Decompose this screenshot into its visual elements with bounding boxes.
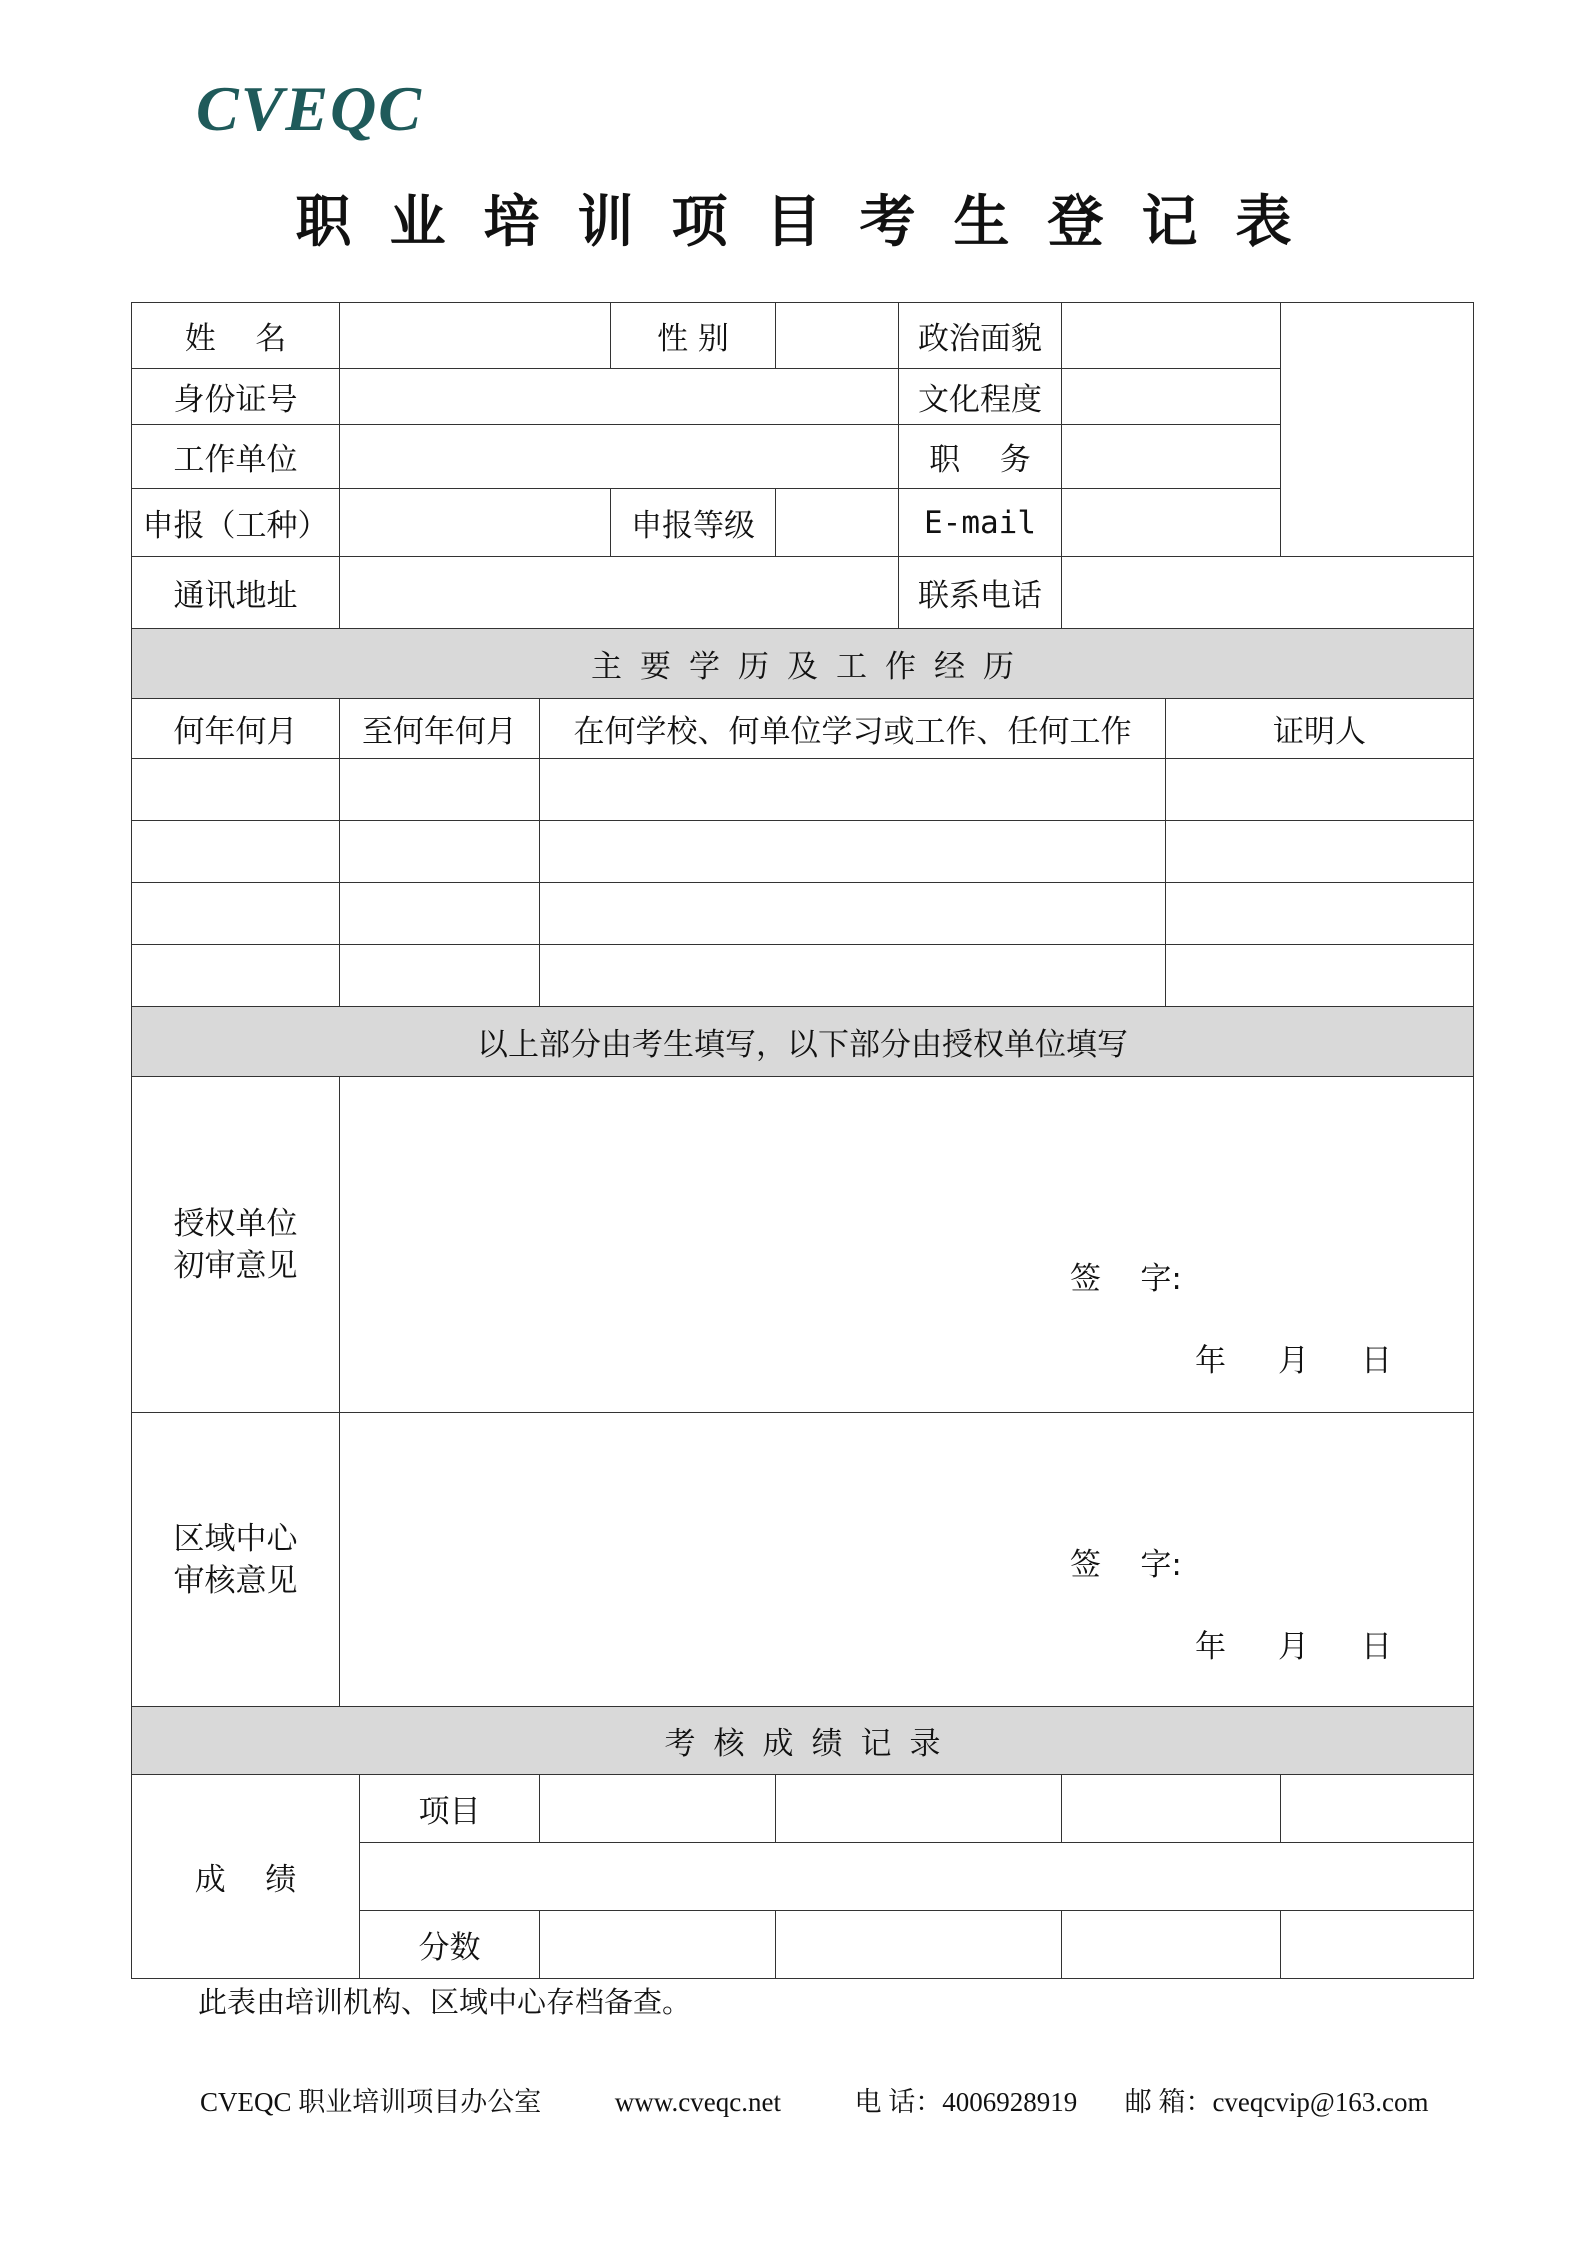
scores-item-cell[interactable] <box>776 1775 1062 1843</box>
phone-input[interactable] <box>1062 557 1474 629</box>
scores-middle-row[interactable] <box>360 1843 1474 1911</box>
gender-input[interactable] <box>776 303 899 369</box>
form-title: 职业培训项目考生登记表 <box>295 190 1330 255</box>
history-cell[interactable] <box>340 759 540 821</box>
history-cell[interactable] <box>340 883 540 945</box>
history-row <box>132 759 1474 821</box>
history-cell[interactable] <box>132 759 340 821</box>
scores-item-cell[interactable] <box>1062 1775 1281 1843</box>
review2-opinion-area[interactable] <box>340 1413 1474 1707</box>
name-input[interactable] <box>340 303 611 369</box>
scores-item-label: 项目 <box>360 1775 540 1843</box>
photo-box[interactable] <box>1281 303 1474 557</box>
history-cell[interactable] <box>132 883 340 945</box>
history-cell[interactable] <box>540 945 1166 1007</box>
history-row <box>132 883 1474 945</box>
apply-trade-label: 申报（工种） <box>132 489 340 557</box>
archive-note: 此表由培训机构、区域中心存档备查。 <box>198 1987 692 2019</box>
scores-label: 成 绩 <box>132 1775 360 1979</box>
history-cell[interactable] <box>132 945 340 1007</box>
scores-item-cell[interactable] <box>540 1775 776 1843</box>
history-row <box>132 821 1474 883</box>
history-section-header: 主要学历及工作经历 <box>132 629 1474 699</box>
id-number-label: 身份证号 <box>132 369 340 425</box>
divider-note: 以上部分由考生填写，以下部分由授权单位填写 <box>132 1007 1474 1077</box>
registration-form <box>131 302 1474 1979</box>
review1-day: 日 <box>1361 1343 1392 1379</box>
employer-label: 工作单位 <box>132 425 340 489</box>
email-label: E-mail <box>899 489 1062 557</box>
review2-sign-label: 签 字: <box>1070 1547 1182 1583</box>
phone-label: 联系电话 <box>899 557 1062 629</box>
address-label: 通讯地址 <box>132 557 340 629</box>
history-row <box>132 945 1474 1007</box>
review2-label-line1: 区域中心 <box>173 1520 298 1557</box>
history-cell[interactable] <box>340 945 540 1007</box>
review1-month: 月 <box>1278 1343 1309 1379</box>
history-cell[interactable] <box>1166 821 1474 883</box>
footer <box>200 2080 1429 2119</box>
history-cell[interactable] <box>132 821 340 883</box>
history-col-witness: 证明人 <box>1166 699 1474 759</box>
history-col-place: 在何学校、何单位学习或工作、任何工作 <box>540 699 1166 759</box>
review1-year: 年 <box>1195 1343 1226 1379</box>
apply-level-label: 申报等级 <box>611 489 776 557</box>
footer-office: CVEQC 职业培训项目办公室 <box>200 2087 542 2117</box>
footer-email[interactable]: 邮 箱：cveqcvip@163.com <box>1124 2087 1429 2117</box>
education-input[interactable] <box>1062 369 1281 425</box>
apply-trade-input[interactable] <box>340 489 611 557</box>
political-label: 政治面貌 <box>899 303 1062 369</box>
gender-label: 性 别 <box>611 303 776 369</box>
history-cell[interactable] <box>340 821 540 883</box>
footer-phone: 电 话：4006928919 <box>854 2087 1078 2117</box>
review1-sign-label: 签 字: <box>1070 1261 1182 1297</box>
history-cell[interactable] <box>1166 883 1474 945</box>
history-cell[interactable] <box>1166 945 1474 1007</box>
cveqc-logo: CVEQC <box>196 73 423 144</box>
history-col-to: 至何年何月 <box>340 699 540 759</box>
review2-year: 年 <box>1195 1629 1226 1665</box>
email-input[interactable] <box>1062 489 1281 557</box>
position-input[interactable] <box>1062 425 1281 489</box>
review1-opinion-area[interactable] <box>340 1077 1474 1413</box>
review1-date <box>1195 1335 1392 1380</box>
position-label: 职 务 <box>899 425 1062 489</box>
review2-month: 月 <box>1278 1629 1309 1665</box>
scores-score-cell[interactable] <box>1281 1911 1474 1979</box>
name-label: 姓 名 <box>132 303 340 369</box>
history-col-from: 何年何月 <box>132 699 340 759</box>
review1-label <box>132 1077 340 1413</box>
address-input[interactable] <box>340 557 899 629</box>
scores-item-cell[interactable] <box>1281 1775 1474 1843</box>
review2-day: 日 <box>1361 1629 1392 1665</box>
review1-label-line2: 初审意见 <box>173 1247 298 1284</box>
review2-label <box>132 1413 340 1707</box>
history-cell[interactable] <box>540 821 1166 883</box>
education-label: 文化程度 <box>899 369 1062 425</box>
scores-score-cell[interactable] <box>776 1911 1062 1979</box>
history-cell[interactable] <box>1166 759 1474 821</box>
apply-level-input[interactable] <box>776 489 899 557</box>
id-number-input[interactable] <box>340 369 899 425</box>
employer-input[interactable] <box>340 425 899 489</box>
scores-score-cell[interactable] <box>1062 1911 1281 1979</box>
scores-score-label: 分数 <box>360 1911 540 1979</box>
political-input[interactable] <box>1062 303 1281 369</box>
review2-label-line2: 审核意见 <box>173 1562 298 1599</box>
history-cell[interactable] <box>540 759 1166 821</box>
scores-section-header: 考核成绩记录 <box>132 1707 1474 1775</box>
history-cell[interactable] <box>540 883 1166 945</box>
footer-website[interactable]: www.cveqc.net <box>614 2087 781 2117</box>
scores-score-cell[interactable] <box>540 1911 776 1979</box>
review2-date <box>1195 1621 1392 1666</box>
review1-label-line1: 授权单位 <box>173 1205 298 1242</box>
